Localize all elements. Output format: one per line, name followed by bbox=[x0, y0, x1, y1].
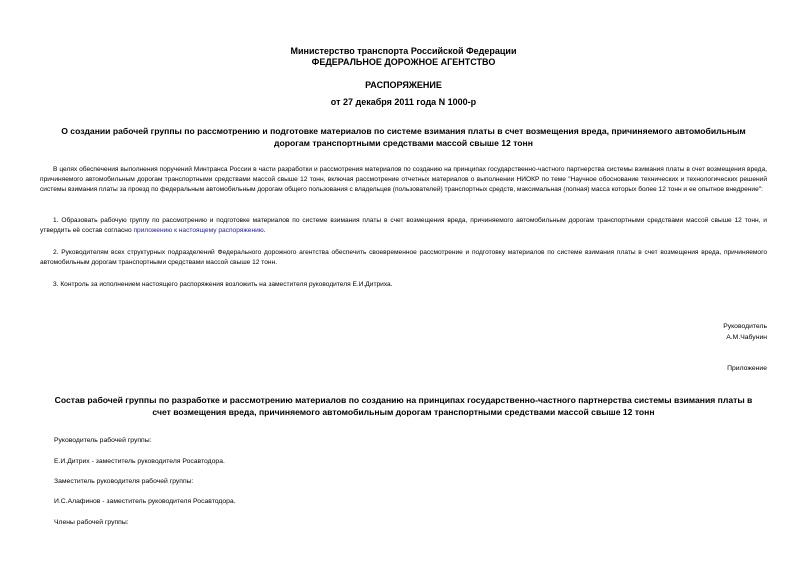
item-3-paragraph: 3. Контроль за исполнением настоящего распоряжения возложить на заместителя руководителя Е.И.Дитриха. bbox=[53, 281, 393, 288]
appendix-title bbox=[40, 395, 767, 418]
agency-name: ФЕДЕРАЛЬНОЕ ДОРОЖНОЕ АГЕНТСТВО bbox=[311, 57, 496, 67]
group-deputy-label: Заместитель руководителя рабочей группы: bbox=[54, 478, 194, 485]
signature-name: А.М.Чабунин bbox=[726, 334, 767, 341]
item-1-paragraph bbox=[40, 216, 767, 236]
group-members-label: Члены рабочей группы: bbox=[54, 519, 129, 526]
appendix-label: Приложение bbox=[727, 365, 767, 372]
item-1-end: . bbox=[263, 227, 266, 234]
document-type: РАСПОРЯЖЕНИЕ bbox=[365, 80, 442, 90]
document-title-line: дорогам транспортными средствами массой свыше 12 тонн bbox=[274, 137, 533, 148]
group-head-person: Е.И.Дитрих - заместитель руководителя Росавтодора. bbox=[54, 458, 225, 465]
document-title-line: О создании рабочей группы по рассмотрению и подготовке материалов по системе взимания платы в счет возмещения вреда, причиняемого автомобильным bbox=[61, 126, 746, 136]
item-2-paragraph: 2. Руководителям всех структурных подразделений Федерального дорожного агентства обеспечить своевременное рассмотрение и подготовку материалов по системе взимания платы в счет возмещения вреда, причиняемого автомобильным дорогам транспортными средствами массой свыше 12 тонн. bbox=[40, 249, 767, 266]
document-title bbox=[40, 126, 767, 149]
signature-position: Руководитель bbox=[723, 323, 767, 330]
appendix-title-line: Состав рабочей группы по разработке и рассмотрению материалов по созданию на принципах государственно-частного партнерства системы взимания платы в bbox=[54, 395, 753, 405]
group-head-label: Руководитель рабочей группы: bbox=[54, 437, 152, 444]
item-1-text: 1. Образовать рабочую группу по рассмотрению и подготовке материалов по системе взимания платы в счет возмещения вреда, причиняемого автомобильным дорогам транспортными средствами массой свыше 12 тонн, и утвердить её состав согласно bbox=[40, 217, 767, 234]
appendix-link[interactable]: приложению к настоящему распоряжению bbox=[133, 227, 264, 234]
appendix-title-line: счет возмещения вреда, причиняемого автомобильным дорогам транспортными средствами массой свыше 12 тонн bbox=[152, 406, 655, 417]
group-deputy-person: И.С.Алафинов - заместитель руководителя Росавтодора. bbox=[54, 498, 236, 505]
document-date-number: от 27 декабря 2011 года N 1000-р bbox=[330, 97, 477, 107]
intro-paragraph: В целях обеспечения выполнения поручений Минтранса России в части разработки и рассмотрения материалов по созданию на принципах государственно-частного партнерства системы взимания платы в счет возмещения вреда, причиняемого автомобильным дорогам транспортными средствами массой свыше 12 тонн, включая рассмотрение отчетных материалов о выполнении НИОКР по теме "Научное обоснование технических и технологических решений системы взимания платы за проезд по федеральным автомобильным дорогам общего пользования с владельцев (пользователей) транспортных средств, максимальная (полная) масса которых более 12 тонн и ее опытное внедрение": bbox=[40, 166, 767, 193]
ministry-name: Министерство транспорта Российской Федерации bbox=[290, 46, 517, 56]
